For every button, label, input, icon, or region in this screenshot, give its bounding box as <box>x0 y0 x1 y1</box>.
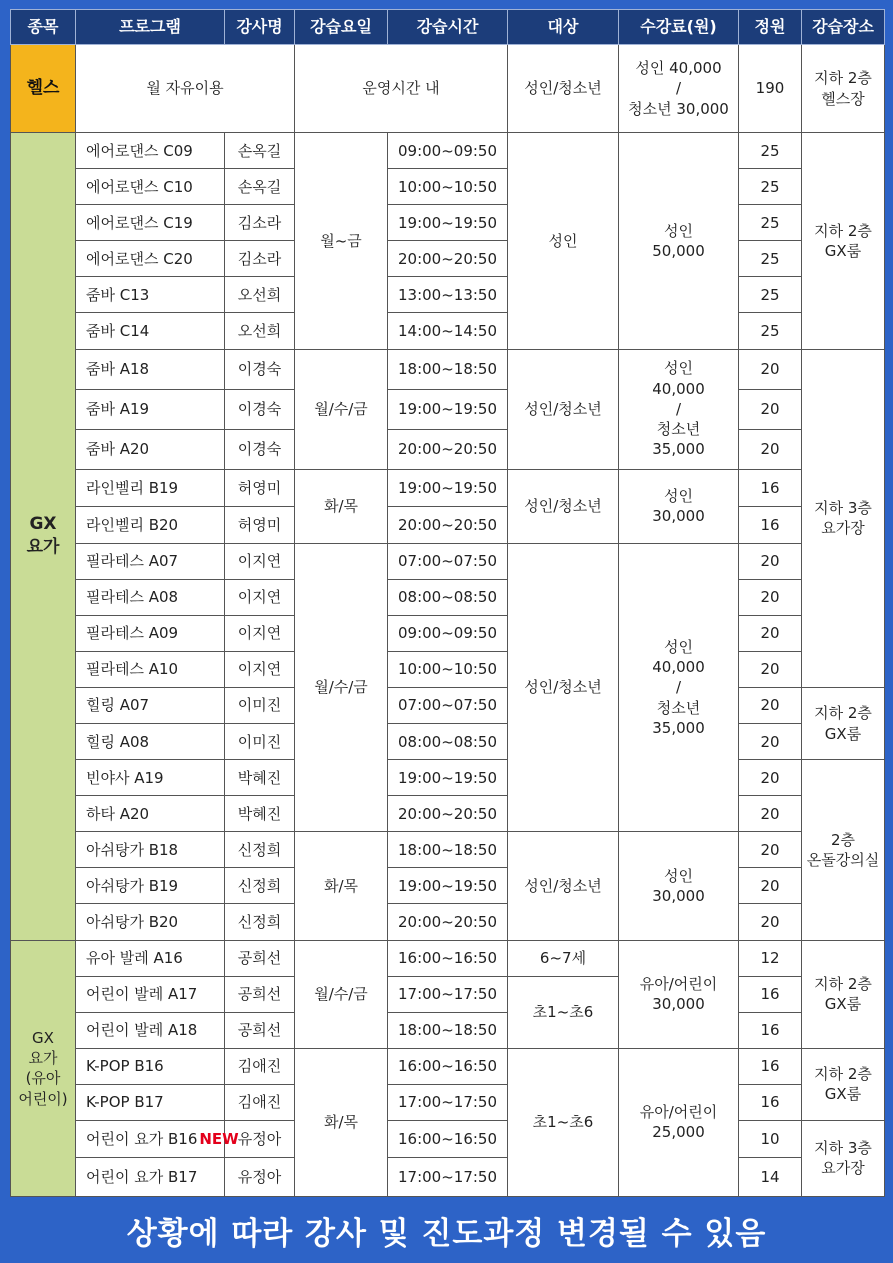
class-capacity: 20 <box>739 868 802 904</box>
instructor-name: 신정희 <box>225 904 295 940</box>
header-program: 프로그램 <box>76 10 225 45</box>
program-name: 필라테스 A09 <box>76 615 225 651</box>
class-location: 2층 온돌강의실 <box>802 760 885 940</box>
class-capacity: 20 <box>739 389 802 429</box>
class-time: 19:00~19:50 <box>388 205 508 241</box>
class-time: 17:00~17:50 <box>388 976 508 1012</box>
table-row <box>11 169 885 205</box>
header-days: 강습요일 <box>295 10 388 45</box>
class-time: 09:00~09:50 <box>388 133 508 169</box>
table-row <box>11 976 885 1012</box>
program-name: 빈야사 A19 <box>76 760 225 796</box>
class-days: 월/수/금 <box>295 543 388 832</box>
program-name: 아쉬탕가 B19 <box>76 868 225 904</box>
category-kids-yoga: GX 요가 (유아 어린이) <box>11 940 76 1196</box>
health-location: 지하 2층 헬스장 <box>802 45 885 133</box>
program-name: 에어로댄스 C09 <box>76 133 225 169</box>
table-row <box>11 277 885 313</box>
class-time: 07:00~07:50 <box>388 688 508 724</box>
program-name: 힐링 A07 <box>76 688 225 724</box>
table-row <box>11 429 885 469</box>
table-row <box>11 688 885 724</box>
class-time: 19:00~19:50 <box>388 868 508 904</box>
instructor-name: 박혜진 <box>225 796 295 832</box>
class-time: 08:00~08:50 <box>388 724 508 760</box>
class-time: 18:00~18:50 <box>388 349 508 389</box>
program-name: K-POP B17 <box>76 1084 225 1120</box>
class-target: 성인/청소년 <box>508 543 619 832</box>
class-time: 19:00~19:50 <box>388 389 508 429</box>
health-fee: 성인 40,000 / 청소년 30,000 <box>619 45 739 133</box>
instructor-name: 이지연 <box>225 579 295 615</box>
program-name: 아쉬탕가 B18 <box>76 832 225 868</box>
category-gx-yoga: GX 요가 <box>11 133 76 940</box>
instructor-name: 손옥길 <box>225 133 295 169</box>
class-target: 초1~초6 <box>508 976 619 1048</box>
table-row <box>11 313 885 349</box>
class-capacity: 25 <box>739 169 802 205</box>
health-target: 성인/청소년 <box>508 45 619 133</box>
table-row <box>11 45 885 133</box>
program-name: 라인벨리 B20 <box>76 506 225 543</box>
class-location: 지하 3층 요가장 <box>802 1120 885 1196</box>
program-name: 에어로댄스 C20 <box>76 241 225 277</box>
table-row <box>11 940 885 976</box>
instructor-name: 유정아 <box>225 1157 295 1196</box>
instructor-name: 손옥길 <box>225 169 295 205</box>
table-row <box>11 724 885 760</box>
instructor-name: 이지연 <box>225 652 295 688</box>
class-location: 지하 2층 GX룸 <box>802 688 885 760</box>
class-days: 월~금 <box>295 133 388 349</box>
program-name: 에어로댄스 C19 <box>76 205 225 241</box>
program-name: 힐링 A08 <box>76 724 225 760</box>
program-name: 줌바 C14 <box>76 313 225 349</box>
table-row <box>11 1120 885 1157</box>
program-name: 줌바 A19 <box>76 389 225 429</box>
class-days: 화/목 <box>295 1048 388 1196</box>
instructor-name: 이지연 <box>225 615 295 651</box>
table-row <box>11 760 885 796</box>
class-location: 지하 3층 요가장 <box>802 349 885 688</box>
footer-notice: 상황에 따라 강사 및 진도과정 변경될 수 있음 <box>126 1215 767 1252</box>
new-badge: NEW <box>199 1129 239 1148</box>
instructor-name: 허영미 <box>225 506 295 543</box>
health-capacity: 190 <box>739 45 802 133</box>
table-row <box>11 1084 885 1120</box>
table-row <box>11 205 885 241</box>
class-time: 20:00~20:50 <box>388 429 508 469</box>
program-name: 유아 발레 A16 <box>76 940 225 976</box>
header-fee: 수강료(원) <box>619 10 739 45</box>
table-row <box>11 469 885 506</box>
schedule-sheet <box>10 9 884 1197</box>
class-fee: 유아/어린이 30,000 <box>619 940 739 1048</box>
program-name: K-POP B16 <box>76 1048 225 1084</box>
instructor-name: 박혜진 <box>225 760 295 796</box>
class-time: 18:00~18:50 <box>388 832 508 868</box>
class-time: 20:00~20:50 <box>388 904 508 940</box>
program-name: 어린이 발레 A18 <box>76 1012 225 1048</box>
class-capacity: 20 <box>739 832 802 868</box>
program-name: 줌바 C13 <box>76 277 225 313</box>
class-time: 07:00~07:50 <box>388 543 508 579</box>
class-location: 지하 2층 GX룸 <box>802 133 885 349</box>
class-time: 14:00~14:50 <box>388 313 508 349</box>
program-name: 줌바 A20 <box>76 429 225 469</box>
class-time: 13:00~13:50 <box>388 277 508 313</box>
class-fee: 성인 40,000 / 청소년 35,000 <box>619 349 739 469</box>
class-target: 성인/청소년 <box>508 469 619 543</box>
class-location: 지하 2층 GX룸 <box>802 940 885 1048</box>
class-capacity: 20 <box>739 688 802 724</box>
class-location: 지하 2층 GX룸 <box>802 1048 885 1120</box>
header-instructor: 강사명 <box>225 10 295 45</box>
class-capacity: 20 <box>739 724 802 760</box>
table-row <box>11 389 885 429</box>
instructor-name: 신정희 <box>225 868 295 904</box>
instructor-name: 이지연 <box>225 543 295 579</box>
program-name: 하타 A20 <box>76 796 225 832</box>
class-capacity: 25 <box>739 205 802 241</box>
instructor-name: 김애진 <box>225 1048 295 1084</box>
program-name: 어린이 요가 B17 <box>76 1157 225 1196</box>
program-name: 어린이 발레 A17 <box>76 976 225 1012</box>
class-time: 18:00~18:50 <box>388 1012 508 1048</box>
table-row <box>11 349 885 389</box>
class-days: 월/수/금 <box>295 349 388 469</box>
class-fee: 성인 40,000 / 청소년 35,000 <box>619 543 739 832</box>
table-row <box>11 868 885 904</box>
class-fee: 유아/어린이 25,000 <box>619 1048 739 1196</box>
class-capacity: 20 <box>739 615 802 651</box>
table-row <box>11 579 885 615</box>
class-days: 화/목 <box>295 469 388 543</box>
program-name: 필라테스 A10 <box>76 652 225 688</box>
program-name: 아쉬탕가 B20 <box>76 904 225 940</box>
instructor-name: 공희선 <box>225 976 295 1012</box>
table-row <box>11 543 885 579</box>
class-fee: 성인 30,000 <box>619 469 739 543</box>
class-target: 6~7세 <box>508 940 619 976</box>
class-time: 20:00~20:50 <box>388 241 508 277</box>
class-target: 성인/청소년 <box>508 349 619 469</box>
table-row <box>11 796 885 832</box>
class-capacity: 16 <box>739 506 802 543</box>
program-name: 에어로댄스 C10 <box>76 169 225 205</box>
table-row <box>11 1048 885 1084</box>
class-capacity: 25 <box>739 313 802 349</box>
instructor-name: 김소라 <box>225 241 295 277</box>
class-time: 19:00~19:50 <box>388 760 508 796</box>
class-time: 10:00~10:50 <box>388 652 508 688</box>
program-name: 줌바 A18 <box>76 349 225 389</box>
table-row <box>11 615 885 651</box>
instructor-name: 이경숙 <box>225 429 295 469</box>
class-time: 10:00~10:50 <box>388 169 508 205</box>
class-capacity: 20 <box>739 796 802 832</box>
instructor-name: 이경숙 <box>225 389 295 429</box>
class-capacity: 20 <box>739 543 802 579</box>
table-row <box>11 904 885 940</box>
table-row <box>11 506 885 543</box>
program-name-new <box>76 1120 239 1157</box>
instructor-name: 이미진 <box>225 688 295 724</box>
table-row <box>11 1012 885 1048</box>
header-time: 강습시간 <box>388 10 508 45</box>
class-time: 17:00~17:50 <box>388 1157 508 1196</box>
class-time: 16:00~16:50 <box>388 940 508 976</box>
header-target: 대상 <box>508 10 619 45</box>
class-time: 16:00~16:50 <box>388 1120 508 1157</box>
class-target: 성인/청소년 <box>508 832 619 940</box>
program-name: 어린이 요가 B16 <box>86 1129 198 1148</box>
class-time: 08:00~08:50 <box>388 579 508 615</box>
table-row <box>11 1157 885 1196</box>
class-capacity: 16 <box>739 1084 802 1120</box>
class-capacity: 25 <box>739 277 802 313</box>
instructor-name: 신정희 <box>225 832 295 868</box>
table-row <box>11 241 885 277</box>
health-program: 월 자유이용 <box>76 45 295 133</box>
class-days: 화/목 <box>295 832 388 940</box>
class-capacity: 12 <box>739 940 802 976</box>
class-capacity: 16 <box>739 469 802 506</box>
class-fee: 성인 30,000 <box>619 832 739 940</box>
instructor-name: 김애진 <box>225 1084 295 1120</box>
instructor-name: 공희선 <box>225 1012 295 1048</box>
class-capacity: 20 <box>739 760 802 796</box>
class-target: 초1~초6 <box>508 1048 619 1196</box>
instructor-name: 허영미 <box>225 469 295 506</box>
class-capacity: 14 <box>739 1157 802 1196</box>
class-capacity: 25 <box>739 133 802 169</box>
program-name: 필라테스 A08 <box>76 579 225 615</box>
table-row <box>11 832 885 868</box>
class-time: 16:00~16:50 <box>388 1048 508 1084</box>
class-capacity: 20 <box>739 579 802 615</box>
class-time: 17:00~17:50 <box>388 1084 508 1120</box>
class-time: 20:00~20:50 <box>388 506 508 543</box>
program-name: 라인벨리 B19 <box>76 469 225 506</box>
class-fee: 성인 50,000 <box>619 133 739 349</box>
class-capacity: 20 <box>739 652 802 688</box>
instructor-name: 공희선 <box>225 940 295 976</box>
health-time: 운영시간 내 <box>295 45 508 133</box>
class-time: 09:00~09:50 <box>388 615 508 651</box>
schedule-table <box>10 9 885 1197</box>
program-name: 필라테스 A07 <box>76 543 225 579</box>
instructor-name: 유정아 <box>225 1120 295 1157</box>
class-capacity: 20 <box>739 904 802 940</box>
class-capacity: 25 <box>739 241 802 277</box>
header-location: 강습장소 <box>802 10 885 45</box>
class-time: 19:00~19:50 <box>388 469 508 506</box>
instructor-name: 이미진 <box>225 724 295 760</box>
class-time: 20:00~20:50 <box>388 796 508 832</box>
header-category: 종목 <box>11 10 76 45</box>
instructor-name: 김소라 <box>225 205 295 241</box>
class-capacity: 20 <box>739 429 802 469</box>
table-header <box>11 10 885 45</box>
class-capacity: 16 <box>739 976 802 1012</box>
class-capacity: 10 <box>739 1120 802 1157</box>
instructor-name: 오선희 <box>225 277 295 313</box>
table-row <box>11 133 885 169</box>
instructor-name: 오선희 <box>225 313 295 349</box>
class-capacity: 16 <box>739 1048 802 1084</box>
class-capacity: 16 <box>739 1012 802 1048</box>
category-health: 헬스 <box>11 45 76 133</box>
instructor-name: 이경숙 <box>225 349 295 389</box>
class-days: 월/수/금 <box>295 940 388 1048</box>
class-target: 성인 <box>508 133 619 349</box>
table-row <box>11 652 885 688</box>
class-capacity: 20 <box>739 349 802 389</box>
header-capacity: 정원 <box>739 10 802 45</box>
